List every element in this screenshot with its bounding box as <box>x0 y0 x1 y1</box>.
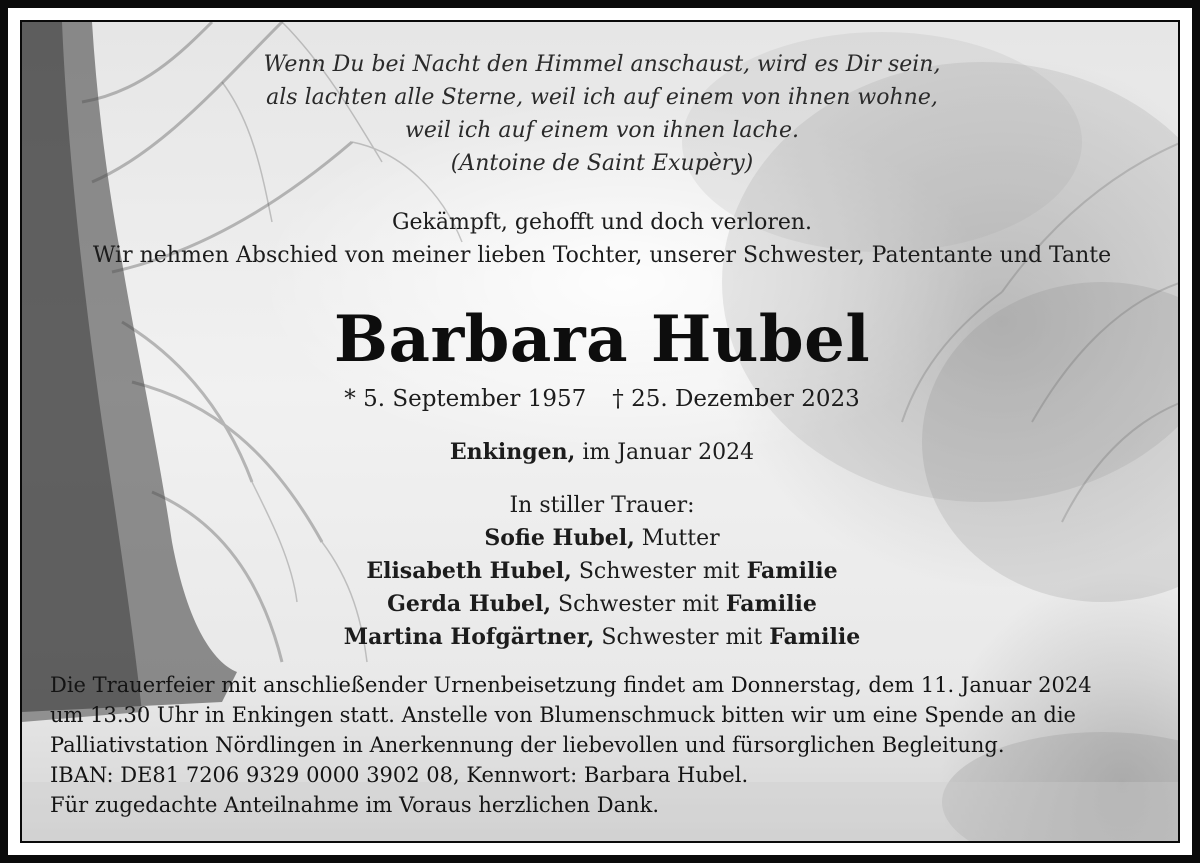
mourner-relation: Schwester mit <box>601 625 763 650</box>
thanks-line: Für zugedachte Anteilnahme im Voraus herzlichen Dank. <box>50 793 660 817</box>
mourner-name: Sofie Hubel, <box>484 525 635 551</box>
deceased-name: Barbara Hubel <box>333 302 871 377</box>
quote-line-2: als lachten alle Sterne, weil ich auf einem von ihnen wohne, <box>266 85 938 110</box>
birth-date: * 5. September 1957 <box>344 386 587 412</box>
mourner-suffix: Familie <box>769 624 861 650</box>
mourner-suffix: Familie <box>746 558 838 584</box>
mourner-relation: Mutter <box>641 526 720 551</box>
intro-line-2: Wir nehmen Abschied von meiner lieben Tochter, unserer Schwester, Patentante und Tante <box>92 243 1112 268</box>
date: im Januar 2024 <box>582 440 755 465</box>
mourner-suffix: Familie <box>725 591 817 617</box>
quote-author: (Antoine de Saint Exupèry) <box>450 151 754 176</box>
place-date <box>22 436 1180 469</box>
life-dates <box>22 383 1180 415</box>
ceremony-line: Palliativstation Nördlingen in Anerkennung der liebevollen und fürsorglichen Begleitung. <box>50 733 1005 757</box>
obituary-card <box>20 20 1180 843</box>
mourners-heading: In stiller Trauer: <box>509 493 695 518</box>
mourner-relation: Schwester mit <box>578 559 740 584</box>
intro-line-1: Gekämpft, gehofft und doch verloren. <box>391 210 813 235</box>
mourner-relation: Schwester mit <box>558 592 719 617</box>
quote-line-1: Wenn Du bei Nacht den Himmel anschaust, wird es Dir sein, <box>263 52 941 77</box>
death-date: † 25. Dezember 2023 <box>612 386 860 412</box>
mourner-line <box>22 522 1180 555</box>
place: Enkingen, <box>449 439 576 465</box>
ceremony-line: um 13.30 Uhr in Enkingen statt. Anstelle von Blumenschmuck bitten wir um eine Spende an die <box>50 703 1076 727</box>
iban-line: IBAN: DE81 7206 9329 0000 3902 08, Kennwort: Barbara Hubel. <box>50 763 749 787</box>
mourner-line <box>22 555 1180 588</box>
mourner-name: Martina Hofgärtner, <box>343 624 595 650</box>
mourner-name: Gerda Hubel, <box>387 591 551 617</box>
mourner-line <box>22 588 1180 621</box>
quote-line-3: weil ich auf einem von ihnen lache. <box>404 118 799 143</box>
mourner-line <box>22 621 1180 654</box>
ceremony-line: Die Trauerfeier mit anschließender Urnenbeisetzung findet am Donnerstag, dem 11. Januar 2024 <box>50 673 1092 697</box>
ceremony-info <box>50 670 1160 820</box>
mourner-name: Elisabeth Hubel, <box>366 558 572 584</box>
